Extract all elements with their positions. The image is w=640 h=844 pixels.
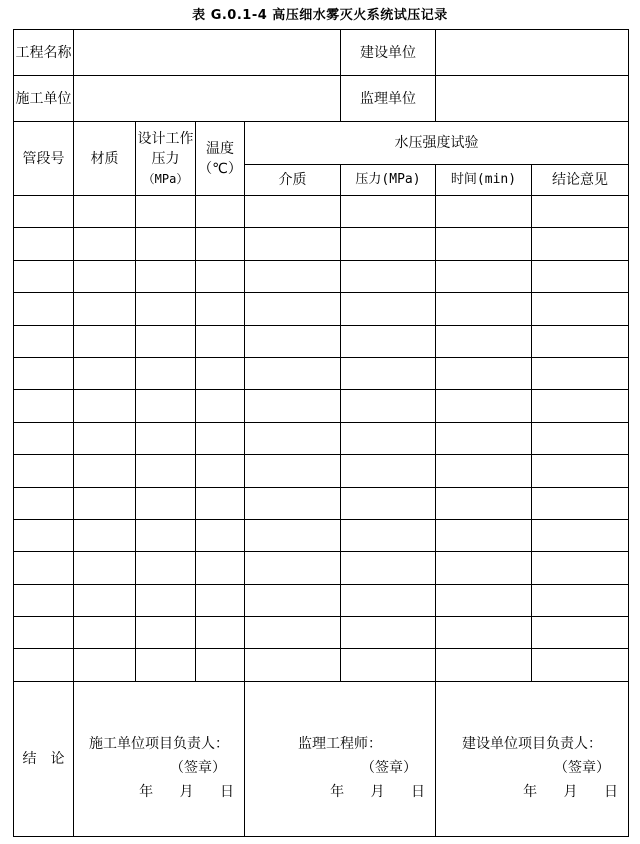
cell-conclusion-opinion[interactable] <box>532 617 629 649</box>
cell-design-pressure[interactable] <box>136 519 196 551</box>
cell-pressure[interactable] <box>341 260 436 292</box>
table-row <box>14 260 629 292</box>
cell-material[interactable] <box>74 325 136 357</box>
builder-day: 日 <box>220 783 234 800</box>
construction-unit-field[interactable] <box>436 30 629 76</box>
supervisor-stamp-label: （签章） <box>361 759 417 776</box>
cell-material[interactable] <box>74 584 136 616</box>
cell-temperature[interactable] <box>196 228 245 260</box>
cell-time[interactable] <box>436 552 532 584</box>
owner-stamp-label: （签章） <box>554 759 610 776</box>
supervisor-month: 月 <box>370 783 385 800</box>
cell-segment-no[interactable] <box>14 357 74 389</box>
cell-temperature[interactable] <box>196 519 245 551</box>
cell-time[interactable] <box>436 260 532 292</box>
cell-medium[interactable] <box>245 519 341 551</box>
cell-temperature[interactable] <box>196 584 245 616</box>
cell-segment-no[interactable] <box>14 260 74 292</box>
table-row <box>14 293 629 325</box>
cell-medium[interactable] <box>245 552 341 584</box>
cell-temperature[interactable] <box>196 293 245 325</box>
cell-design-pressure[interactable] <box>136 196 196 228</box>
cell-conclusion-opinion[interactable] <box>532 455 629 487</box>
cell-pressure[interactable] <box>341 293 436 325</box>
cell-segment-no[interactable] <box>14 196 74 228</box>
builder-month: 月 <box>179 783 194 800</box>
builder-signature-block[interactable] <box>74 681 245 836</box>
cell-material[interactable] <box>74 228 136 260</box>
cell-temperature[interactable] <box>196 617 245 649</box>
table-row <box>14 617 629 649</box>
cell-design-pressure[interactable] <box>136 390 196 422</box>
cell-time[interactable] <box>436 584 532 616</box>
cell-conclusion-opinion[interactable] <box>532 552 629 584</box>
table-row <box>14 487 629 519</box>
cell-medium[interactable] <box>245 649 341 681</box>
table-row <box>14 649 629 681</box>
cell-segment-no[interactable] <box>14 228 74 260</box>
cell-medium[interactable] <box>245 228 341 260</box>
cell-temperature[interactable] <box>196 196 245 228</box>
cell-pressure[interactable] <box>341 617 436 649</box>
cell-conclusion-opinion[interactable] <box>532 649 629 681</box>
cell-conclusion-opinion[interactable] <box>532 293 629 325</box>
cell-segment-no[interactable] <box>14 422 74 454</box>
supervisor-day: 日 <box>411 783 425 800</box>
cell-segment-no[interactable] <box>14 390 74 422</box>
cell-pressure[interactable] <box>341 357 436 389</box>
builder-unit-label: 施工单位 <box>14 76 74 122</box>
cell-time[interactable] <box>436 617 532 649</box>
cell-conclusion-opinion[interactable] <box>532 196 629 228</box>
cell-conclusion-opinion[interactable] <box>532 422 629 454</box>
owner-manager-label: 建设单位项目负责人： <box>462 735 602 752</box>
cell-conclusion-opinion[interactable] <box>532 357 629 389</box>
project-name-row <box>14 30 629 76</box>
supervisor-date <box>308 782 425 802</box>
cell-pressure[interactable] <box>341 390 436 422</box>
cell-material[interactable] <box>74 293 136 325</box>
cell-segment-no[interactable] <box>14 293 74 325</box>
cell-medium[interactable] <box>245 357 341 389</box>
cell-pressure[interactable] <box>341 455 436 487</box>
cell-conclusion-opinion[interactable] <box>532 519 629 551</box>
cell-pressure[interactable] <box>341 519 436 551</box>
cell-pressure[interactable] <box>341 196 436 228</box>
design-pressure-line1: 设计工作 <box>137 130 194 147</box>
cell-design-pressure[interactable] <box>136 584 196 616</box>
cell-material[interactable] <box>74 552 136 584</box>
col-material: 材质 <box>74 122 136 196</box>
cell-design-pressure[interactable] <box>136 325 196 357</box>
table-row <box>14 552 629 584</box>
cell-time[interactable] <box>436 519 532 551</box>
cell-material[interactable] <box>74 649 136 681</box>
col-medium: 介质 <box>245 165 341 196</box>
cell-pressure[interactable] <box>341 584 436 616</box>
cell-segment-no[interactable] <box>14 552 74 584</box>
cell-conclusion-opinion[interactable] <box>532 390 629 422</box>
cell-conclusion-opinion[interactable] <box>532 228 629 260</box>
cell-material[interactable] <box>74 455 136 487</box>
col-pressure: 压力(MPa) <box>341 165 436 196</box>
cell-conclusion-opinion[interactable] <box>532 325 629 357</box>
table-row <box>14 390 629 422</box>
cell-temperature[interactable] <box>196 422 245 454</box>
cell-segment-no[interactable] <box>14 519 74 551</box>
conclusion-label: 结 论 <box>14 681 74 836</box>
design-pressure-unit: （MPa） <box>142 171 189 186</box>
builder-manager-label: 施工单位项目负责人： <box>89 735 229 752</box>
cell-material[interactable] <box>74 617 136 649</box>
col-temperature <box>196 122 245 196</box>
cell-material[interactable] <box>74 260 136 292</box>
col-segment-no: 管段号 <box>14 122 74 196</box>
cell-medium[interactable] <box>245 325 341 357</box>
cell-time[interactable] <box>436 390 532 422</box>
supervisor-year: 年 <box>330 783 345 800</box>
owner-year: 年 <box>523 783 538 800</box>
project-name-label: 工程名称 <box>14 30 74 76</box>
cell-medium[interactable] <box>245 422 341 454</box>
table-row <box>14 584 629 616</box>
cell-time[interactable] <box>436 196 532 228</box>
supervisor-signature-block[interactable] <box>245 681 436 836</box>
cell-segment-no[interactable] <box>14 584 74 616</box>
builder-stamp-label: （签章） <box>170 759 226 776</box>
cell-material[interactable] <box>74 357 136 389</box>
cell-temperature[interactable] <box>196 487 245 519</box>
cell-pressure[interactable] <box>341 552 436 584</box>
cell-temperature[interactable] <box>196 325 245 357</box>
table-row <box>14 357 629 389</box>
column-header-row-1 <box>14 122 629 165</box>
cell-time[interactable] <box>436 422 532 454</box>
cell-temperature[interactable] <box>196 390 245 422</box>
cell-segment-no[interactable] <box>14 487 74 519</box>
temperature-line1: 温度 <box>206 140 234 157</box>
cell-design-pressure[interactable] <box>136 357 196 389</box>
form-title: 表 G.0.1-4 高压细水雾灭火系统试压记录 <box>192 8 448 23</box>
table-row <box>14 422 629 454</box>
supervision-unit-field[interactable] <box>436 76 629 122</box>
builder-year: 年 <box>139 783 154 800</box>
cell-temperature[interactable] <box>196 455 245 487</box>
builder-unit-row <box>14 76 629 122</box>
cell-conclusion-opinion[interactable] <box>532 584 629 616</box>
cell-time[interactable] <box>436 455 532 487</box>
cell-conclusion-opinion[interactable] <box>532 260 629 292</box>
cell-material[interactable] <box>74 487 136 519</box>
cell-pressure[interactable] <box>341 228 436 260</box>
supervisor-label: 监理工程师： <box>298 735 382 752</box>
cell-medium[interactable] <box>245 293 341 325</box>
conclusion-row <box>14 681 629 836</box>
cell-material[interactable] <box>74 422 136 454</box>
cell-medium[interactable] <box>245 487 341 519</box>
data-rows <box>14 196 629 682</box>
cell-temperature[interactable] <box>196 649 245 681</box>
cell-pressure[interactable] <box>341 649 436 681</box>
cell-segment-no[interactable] <box>14 455 74 487</box>
cell-time[interactable] <box>436 325 532 357</box>
project-name-field[interactable] <box>74 30 341 76</box>
cell-design-pressure[interactable] <box>136 455 196 487</box>
cell-design-pressure[interactable] <box>136 617 196 649</box>
cell-medium[interactable] <box>245 584 341 616</box>
col-conclusion-opinion: 结论意见 <box>532 165 629 196</box>
cell-time[interactable] <box>436 357 532 389</box>
owner-date <box>501 782 618 802</box>
cell-segment-no[interactable] <box>14 649 74 681</box>
col-design-pressure <box>136 122 196 196</box>
cell-segment-no[interactable] <box>14 617 74 649</box>
cell-material[interactable] <box>74 519 136 551</box>
cell-medium[interactable] <box>245 617 341 649</box>
cell-conclusion-opinion[interactable] <box>532 487 629 519</box>
cell-pressure[interactable] <box>341 487 436 519</box>
table-row <box>14 228 629 260</box>
cell-design-pressure[interactable] <box>136 552 196 584</box>
cell-design-pressure[interactable] <box>136 422 196 454</box>
cell-pressure[interactable] <box>341 325 436 357</box>
cell-pressure[interactable] <box>341 422 436 454</box>
table-row <box>14 519 629 551</box>
builder-date <box>117 782 234 802</box>
cell-segment-no[interactable] <box>14 325 74 357</box>
cell-design-pressure[interactable] <box>136 260 196 292</box>
table-row <box>14 196 629 228</box>
table-row <box>14 325 629 357</box>
design-pressure-line2: 压力 <box>151 150 180 167</box>
cell-temperature[interactable] <box>196 552 245 584</box>
cell-medium[interactable] <box>245 260 341 292</box>
temperature-unit: （℃） <box>198 160 242 177</box>
cell-material[interactable] <box>74 196 136 228</box>
supervision-unit-label: 监理单位 <box>341 76 436 122</box>
owner-signature-block[interactable] <box>436 681 629 836</box>
owner-day: 日 <box>604 783 618 800</box>
cell-temperature[interactable] <box>196 357 245 389</box>
cell-temperature[interactable] <box>196 260 245 292</box>
col-time: 时间(min) <box>436 165 532 196</box>
cell-design-pressure[interactable] <box>136 487 196 519</box>
construction-unit-label: 建设单位 <box>341 30 436 76</box>
cell-design-pressure[interactable] <box>136 293 196 325</box>
cell-design-pressure[interactable] <box>136 228 196 260</box>
owner-month: 月 <box>563 783 578 800</box>
cell-design-pressure[interactable] <box>136 649 196 681</box>
cell-medium[interactable] <box>245 196 341 228</box>
cell-time[interactable] <box>436 228 532 260</box>
cell-time[interactable] <box>436 487 532 519</box>
table-row <box>14 455 629 487</box>
pressure-test-record-table <box>13 29 629 837</box>
builder-unit-field[interactable] <box>74 76 341 122</box>
cell-material[interactable] <box>74 390 136 422</box>
cell-time[interactable] <box>436 293 532 325</box>
cell-medium[interactable] <box>245 390 341 422</box>
cell-medium[interactable] <box>245 455 341 487</box>
col-hydro-test-group: 水压强度试验 <box>245 122 629 165</box>
cell-time[interactable] <box>436 649 532 681</box>
